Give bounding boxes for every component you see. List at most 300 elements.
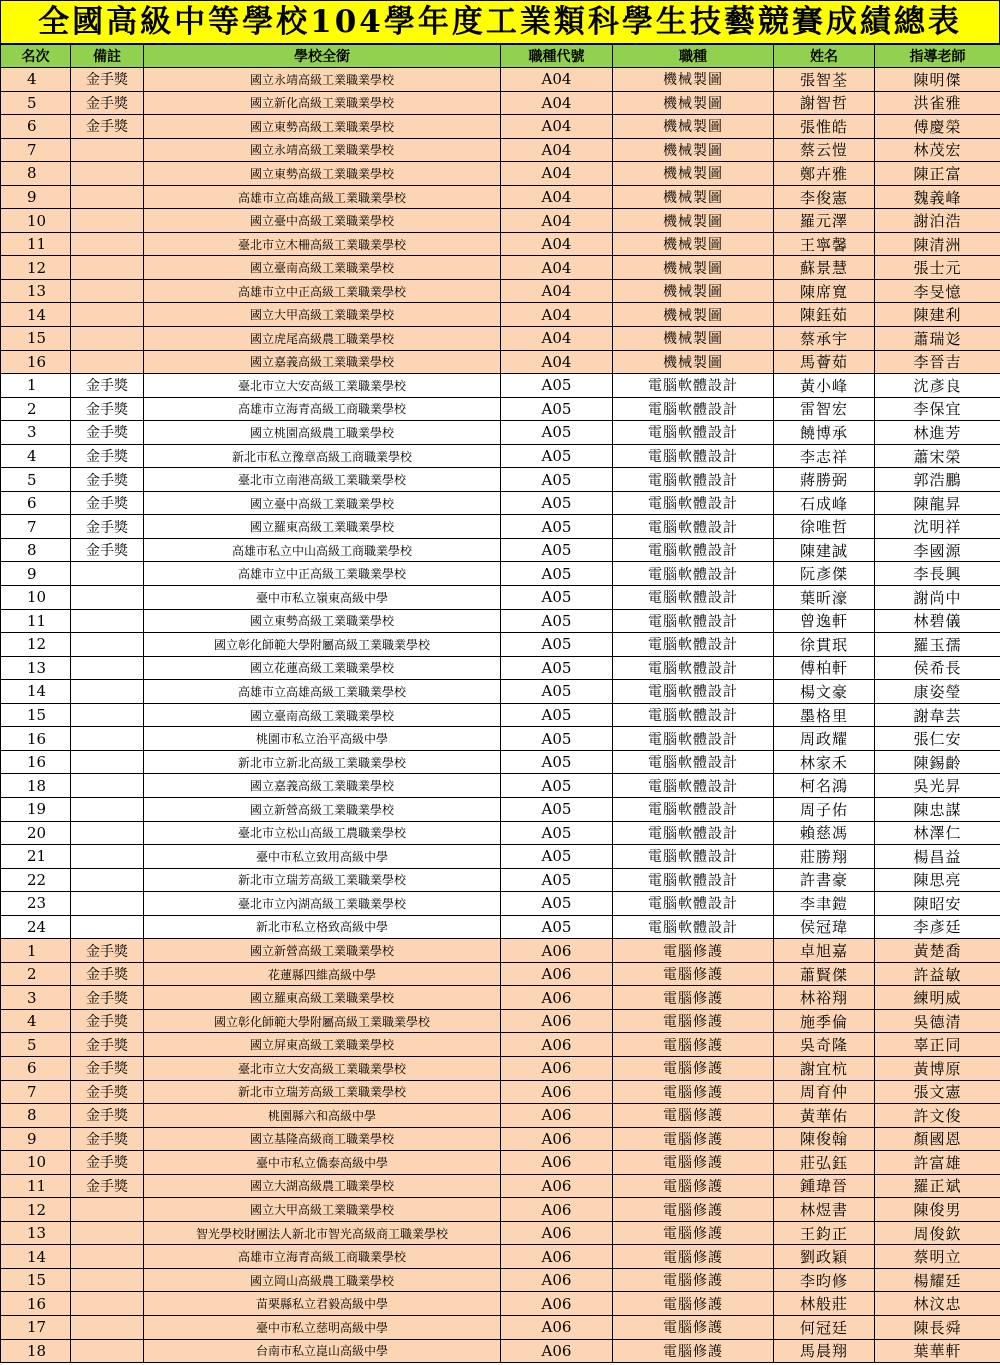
student-name-cell: 許書豪 xyxy=(774,868,875,892)
teacher-cell: 陳昭安 xyxy=(875,892,1000,916)
table-row xyxy=(1,68,1000,92)
note-cell xyxy=(71,232,144,256)
student-name-cell: 徐貫珉 xyxy=(774,633,875,657)
rank-cell: 12 xyxy=(1,256,71,280)
header-school: 學校全銜 xyxy=(144,45,501,68)
trade-cell: 機械製圖 xyxy=(613,327,774,351)
school-cell: 國立臺南高級工業職業學校 xyxy=(144,703,501,727)
school-cell: 國立大湖高級農工職業學校 xyxy=(144,1174,501,1198)
rank-cell: 24 xyxy=(1,915,71,939)
student-name-cell: 林家禾 xyxy=(774,750,875,774)
trade-cell: 電腦軟體設計 xyxy=(613,633,774,657)
student-name-cell: 賴慈馮 xyxy=(774,821,875,845)
student-name-cell: 陳席寬 xyxy=(774,279,875,303)
table-row xyxy=(1,939,1000,963)
school-cell: 國立彰化師範大學附屬高級工業職業學校 xyxy=(144,1009,501,1033)
school-cell: 臺中市私立致用高級中學 xyxy=(144,845,501,869)
note-cell: 金手獎 xyxy=(71,1127,144,1151)
note-cell: 金手獎 xyxy=(71,397,144,421)
teacher-cell: 羅玉孺 xyxy=(875,633,1000,657)
sheet-title: 全國高級中等學校104學年度工業類科學生技藝競賽成績總表 xyxy=(0,0,1000,44)
student-name-cell: 王寧馨 xyxy=(774,232,875,256)
rank-cell: 14 xyxy=(1,1245,71,1269)
note-cell: 金手獎 xyxy=(71,468,144,492)
school-cell: 高雄市立中正高級工業職業學校 xyxy=(144,279,501,303)
trade-cell: 機械製圖 xyxy=(613,232,774,256)
trade-code-cell: A05 xyxy=(501,727,613,751)
trade-code-cell: A06 xyxy=(501,1080,613,1104)
teacher-cell: 張士元 xyxy=(875,256,1000,280)
student-name-cell: 謝宜杭 xyxy=(774,1056,875,1080)
trade-code-cell: A06 xyxy=(501,1033,613,1057)
student-name-cell: 羅元澤 xyxy=(774,209,875,233)
trade-code-cell: A04 xyxy=(501,303,613,327)
school-cell: 高雄市立海青高級工商職業學校 xyxy=(144,1245,501,1269)
teacher-cell: 葉華軒 xyxy=(875,1339,1000,1363)
teacher-cell: 許富雄 xyxy=(875,1151,1000,1175)
school-cell: 花蓮縣四維高級中學 xyxy=(144,962,501,986)
note-cell xyxy=(71,303,144,327)
trade-cell: 電腦軟體設計 xyxy=(613,397,774,421)
school-cell: 臺中市私立嶺東高級中學 xyxy=(144,586,501,610)
trade-code-cell: A04 xyxy=(501,232,613,256)
rank-cell: 6 xyxy=(1,1056,71,1080)
table-row xyxy=(1,1268,1000,1292)
rank-cell: 13 xyxy=(1,1221,71,1245)
teacher-cell: 陳思亮 xyxy=(875,868,1000,892)
header-code: 職種代號 xyxy=(501,45,613,68)
school-cell: 高雄市私立中山高級工商職業學校 xyxy=(144,538,501,562)
note-cell: 金手獎 xyxy=(71,1104,144,1128)
student-name-cell: 蕭賢傑 xyxy=(774,962,875,986)
trade-code-cell: A05 xyxy=(501,703,613,727)
trade-code-cell: A06 xyxy=(501,1292,613,1316)
student-name-cell: 饒博承 xyxy=(774,421,875,445)
note-cell xyxy=(71,774,144,798)
student-name-cell: 林般莊 xyxy=(774,1292,875,1316)
school-cell: 國立大甲高級工業職業學校 xyxy=(144,1198,501,1222)
rank-cell: 8 xyxy=(1,538,71,562)
note-cell xyxy=(71,680,144,704)
note-cell xyxy=(71,586,144,610)
table-row xyxy=(1,1009,1000,1033)
note-cell xyxy=(71,609,144,633)
teacher-cell: 陳正富 xyxy=(875,162,1000,186)
table-row xyxy=(1,303,1000,327)
rank-cell: 5 xyxy=(1,468,71,492)
table-row xyxy=(1,374,1000,398)
trade-code-cell: A05 xyxy=(501,538,613,562)
header-trade: 職種 xyxy=(613,45,774,68)
note-cell xyxy=(71,821,144,845)
trade-code-cell: A06 xyxy=(501,1339,613,1363)
school-cell: 臺北市立大安高級工業職業學校 xyxy=(144,374,501,398)
student-name-cell: 何冠廷 xyxy=(774,1315,875,1339)
trade-cell: 電腦軟體設計 xyxy=(613,727,774,751)
teacher-cell: 沈明祥 xyxy=(875,515,1000,539)
school-cell: 高雄市立高雄高級工業職業學校 xyxy=(144,185,501,209)
teacher-cell: 林茂宏 xyxy=(875,138,1000,162)
student-name-cell: 傅柏軒 xyxy=(774,656,875,680)
rank-cell: 2 xyxy=(1,962,71,986)
student-name-cell: 李聿鎧 xyxy=(774,892,875,916)
table-row xyxy=(1,821,1000,845)
table-row xyxy=(1,491,1000,515)
school-cell: 國立新營高級工業職業學校 xyxy=(144,939,501,963)
rank-cell: 11 xyxy=(1,1174,71,1198)
school-cell: 國立大甲高級工業職業學校 xyxy=(144,303,501,327)
rank-cell: 15 xyxy=(1,703,71,727)
trade-cell: 機械製圖 xyxy=(613,162,774,186)
trade-cell: 電腦軟體設計 xyxy=(613,656,774,680)
teacher-cell: 張文憲 xyxy=(875,1080,1000,1104)
table-row xyxy=(1,279,1000,303)
rank-cell: 23 xyxy=(1,892,71,916)
school-cell: 新北市私立格致高級中學 xyxy=(144,915,501,939)
school-cell: 國立屏東高級工業職業學校 xyxy=(144,1033,501,1057)
header-row xyxy=(1,45,1000,68)
table-row xyxy=(1,774,1000,798)
trade-cell: 電腦軟體設計 xyxy=(613,562,774,586)
trade-code-cell: A04 xyxy=(501,209,613,233)
teacher-cell: 蕭宋榮 xyxy=(875,444,1000,468)
note-cell: 金手獎 xyxy=(71,1033,144,1057)
trade-cell: 機械製圖 xyxy=(613,115,774,139)
student-name-cell: 石成峰 xyxy=(774,491,875,515)
school-cell: 苗栗縣私立君毅高級中學 xyxy=(144,1292,501,1316)
rank-cell: 9 xyxy=(1,562,71,586)
table-row xyxy=(1,209,1000,233)
trade-code-cell: A05 xyxy=(501,421,613,445)
rank-cell: 12 xyxy=(1,633,71,657)
teacher-cell: 林汶忠 xyxy=(875,1292,1000,1316)
trade-code-cell: A05 xyxy=(501,633,613,657)
trade-code-cell: A06 xyxy=(501,1245,613,1269)
trade-cell: 電腦修護 xyxy=(613,1080,774,1104)
school-cell: 國立羅東高級工業職業學校 xyxy=(144,986,501,1010)
table-row xyxy=(1,1245,1000,1269)
table-row xyxy=(1,1315,1000,1339)
trade-cell: 電腦軟體設計 xyxy=(613,444,774,468)
school-cell: 國立東勢高級工業職業學校 xyxy=(144,162,501,186)
rank-cell: 1 xyxy=(1,939,71,963)
teacher-cell: 傅慶榮 xyxy=(875,115,1000,139)
rank-cell: 12 xyxy=(1,1198,71,1222)
trade-code-cell: A05 xyxy=(501,397,613,421)
table-row xyxy=(1,1033,1000,1057)
student-name-cell: 李志祥 xyxy=(774,444,875,468)
trade-code-cell: A06 xyxy=(501,986,613,1010)
school-cell: 臺北市立松山高級工農職業學校 xyxy=(144,821,501,845)
header-rank: 名次 xyxy=(1,45,71,68)
trade-cell: 電腦軟體設計 xyxy=(613,915,774,939)
student-name-cell: 陳鈺茹 xyxy=(774,303,875,327)
school-cell: 國立臺南高級工業職業學校 xyxy=(144,256,501,280)
trade-code-cell: A05 xyxy=(501,750,613,774)
trade-cell: 電腦軟體設計 xyxy=(613,468,774,492)
student-name-cell: 蔡承宇 xyxy=(774,327,875,351)
table-row xyxy=(1,1151,1000,1175)
trade-cell: 電腦軟體設計 xyxy=(613,421,774,445)
student-name-cell: 鄭卉雅 xyxy=(774,162,875,186)
teacher-cell: 陳清洲 xyxy=(875,232,1000,256)
rank-cell: 5 xyxy=(1,1033,71,1057)
trade-cell: 電腦軟體設計 xyxy=(613,868,774,892)
trade-code-cell: A04 xyxy=(501,256,613,280)
table-row xyxy=(1,586,1000,610)
trade-cell: 機械製圖 xyxy=(613,209,774,233)
teacher-cell: 陳俊男 xyxy=(875,1198,1000,1222)
rank-cell: 11 xyxy=(1,232,71,256)
trade-cell: 機械製圖 xyxy=(613,68,774,92)
table-row xyxy=(1,986,1000,1010)
table-row xyxy=(1,797,1000,821)
trade-code-cell: A05 xyxy=(501,609,613,633)
rank-cell: 20 xyxy=(1,821,71,845)
trade-cell: 電腦修護 xyxy=(613,962,774,986)
trade-code-cell: A05 xyxy=(501,774,613,798)
trade-cell: 電腦修護 xyxy=(613,1198,774,1222)
school-cell: 臺中市私立僑泰高級中學 xyxy=(144,1151,501,1175)
teacher-cell: 陳忠謀 xyxy=(875,797,1000,821)
note-cell xyxy=(71,750,144,774)
teacher-cell: 謝韋芸 xyxy=(875,703,1000,727)
teacher-cell: 林進芳 xyxy=(875,421,1000,445)
table-row xyxy=(1,703,1000,727)
rank-cell: 10 xyxy=(1,209,71,233)
table-row xyxy=(1,1174,1000,1198)
note-cell: 金手獎 xyxy=(71,986,144,1010)
trade-code-cell: A06 xyxy=(501,1151,613,1175)
school-cell: 台南市私立崑山高級中學 xyxy=(144,1339,501,1363)
trade-code-cell: A06 xyxy=(501,962,613,986)
trade-cell: 電腦修護 xyxy=(613,986,774,1010)
note-cell xyxy=(71,915,144,939)
teacher-cell: 李晉吉 xyxy=(875,350,1000,374)
school-cell: 新北市立瑞芳高級工業職業學校 xyxy=(144,1080,501,1104)
trade-cell: 電腦修護 xyxy=(613,1151,774,1175)
student-name-cell: 莊弘鈺 xyxy=(774,1151,875,1175)
school-cell: 桃園縣六和高級中學 xyxy=(144,1104,501,1128)
trade-code-cell: A04 xyxy=(501,350,613,374)
school-cell: 新北市立瑞芳高級工業職業學校 xyxy=(144,868,501,892)
teacher-cell: 謝泊浩 xyxy=(875,209,1000,233)
teacher-cell: 周俊欽 xyxy=(875,1221,1000,1245)
trade-code-cell: A06 xyxy=(501,1056,613,1080)
trade-code-cell: A05 xyxy=(501,468,613,492)
school-cell: 高雄市立中正高級工業職業學校 xyxy=(144,562,501,586)
teacher-cell: 侯希長 xyxy=(875,656,1000,680)
table-row xyxy=(1,656,1000,680)
rank-cell: 1 xyxy=(1,374,71,398)
table-row xyxy=(1,91,1000,115)
table-row xyxy=(1,845,1000,869)
trade-cell: 電腦修護 xyxy=(613,1221,774,1245)
note-cell: 金手獎 xyxy=(71,538,144,562)
rank-cell: 7 xyxy=(1,138,71,162)
trade-cell: 電腦軟體設計 xyxy=(613,586,774,610)
school-cell: 國立臺中高級工業職業學校 xyxy=(144,491,501,515)
school-cell: 國立永靖高級工業職業學校 xyxy=(144,138,501,162)
trade-cell: 電腦修護 xyxy=(613,1104,774,1128)
teacher-cell: 林碧儀 xyxy=(875,609,1000,633)
results-table xyxy=(0,44,1000,1363)
rank-cell: 16 xyxy=(1,350,71,374)
teacher-cell: 黃博原 xyxy=(875,1056,1000,1080)
teacher-cell: 康姿瑩 xyxy=(875,680,1000,704)
table-row xyxy=(1,1292,1000,1316)
rank-cell: 18 xyxy=(1,1339,71,1363)
rank-cell: 9 xyxy=(1,185,71,209)
table-body xyxy=(1,68,1000,1363)
table-row xyxy=(1,256,1000,280)
trade-cell: 電腦修護 xyxy=(613,1056,774,1080)
rank-cell: 17 xyxy=(1,1315,71,1339)
teacher-cell: 李旻憶 xyxy=(875,279,1000,303)
table-row xyxy=(1,421,1000,445)
note-cell: 金手獎 xyxy=(71,421,144,445)
student-name-cell: 周育仲 xyxy=(774,1080,875,1104)
header-teacher: 指導老師 xyxy=(875,45,1000,68)
trade-code-cell: A06 xyxy=(501,939,613,963)
student-name-cell: 吳奇隆 xyxy=(774,1033,875,1057)
trade-cell: 電腦修護 xyxy=(613,1245,774,1269)
student-name-cell: 葉昕濠 xyxy=(774,586,875,610)
school-cell: 國立桃園高級農工職業學校 xyxy=(144,421,501,445)
note-cell xyxy=(71,209,144,233)
note-cell: 金手獎 xyxy=(71,939,144,963)
rank-cell: 3 xyxy=(1,986,71,1010)
school-cell: 國立新營高級工業職業學校 xyxy=(144,797,501,821)
teacher-cell: 蔡明立 xyxy=(875,1245,1000,1269)
trade-code-cell: A04 xyxy=(501,68,613,92)
teacher-cell: 顏國恩 xyxy=(875,1127,1000,1151)
note-cell xyxy=(71,256,144,280)
table-row xyxy=(1,1104,1000,1128)
school-cell: 國立嘉義高級工業職業學校 xyxy=(144,350,501,374)
trade-code-cell: A05 xyxy=(501,868,613,892)
note-cell xyxy=(71,562,144,586)
table-row xyxy=(1,868,1000,892)
teacher-cell: 辜正同 xyxy=(875,1033,1000,1057)
table-row xyxy=(1,538,1000,562)
trade-cell: 機械製圖 xyxy=(613,256,774,280)
note-cell: 金手獎 xyxy=(71,515,144,539)
student-name-cell: 黃小峰 xyxy=(774,374,875,398)
table-row xyxy=(1,727,1000,751)
trade-cell: 電腦修護 xyxy=(613,1009,774,1033)
note-cell xyxy=(71,797,144,821)
note-cell xyxy=(71,1292,144,1316)
note-cell xyxy=(71,703,144,727)
table-row xyxy=(1,397,1000,421)
trade-cell: 電腦軟體設計 xyxy=(613,538,774,562)
table-row xyxy=(1,1198,1000,1222)
trade-cell: 電腦修護 xyxy=(613,1339,774,1363)
student-name-cell: 林裕翔 xyxy=(774,986,875,1010)
teacher-cell: 蕭瑞彣 xyxy=(875,327,1000,351)
teacher-cell: 郭浩鵬 xyxy=(875,468,1000,492)
trade-cell: 機械製圖 xyxy=(613,350,774,374)
table-row xyxy=(1,444,1000,468)
note-cell: 金手獎 xyxy=(71,1080,144,1104)
trade-cell: 機械製圖 xyxy=(613,138,774,162)
rank-cell: 15 xyxy=(1,1268,71,1292)
student-name-cell: 李昀修 xyxy=(774,1268,875,1292)
school-cell: 臺中市私立慈明高級中學 xyxy=(144,1315,501,1339)
rank-cell: 21 xyxy=(1,845,71,869)
note-cell xyxy=(71,1221,144,1245)
table-row xyxy=(1,1221,1000,1245)
teacher-cell: 練明威 xyxy=(875,986,1000,1010)
school-cell: 智光學校財團法人新北市智光高級商工職業學校 xyxy=(144,1221,501,1245)
student-name-cell: 徐唯哲 xyxy=(774,515,875,539)
trade-code-cell: A05 xyxy=(501,562,613,586)
student-name-cell: 莊勝翔 xyxy=(774,845,875,869)
trade-code-cell: A05 xyxy=(501,845,613,869)
trade-cell: 機械製圖 xyxy=(613,303,774,327)
note-cell: 金手獎 xyxy=(71,68,144,92)
teacher-cell: 李彥廷 xyxy=(875,915,1000,939)
trade-cell: 電腦修護 xyxy=(613,1033,774,1057)
school-cell: 國立臺中高級工業職業學校 xyxy=(144,209,501,233)
student-name-cell: 陳建誠 xyxy=(774,538,875,562)
trade-code-cell: A04 xyxy=(501,162,613,186)
rank-cell: 9 xyxy=(1,1127,71,1151)
trade-code-cell: A04 xyxy=(501,91,613,115)
school-cell: 國立永靖高級工業職業學校 xyxy=(144,68,501,92)
rank-cell: 2 xyxy=(1,397,71,421)
teacher-cell: 洪雀雅 xyxy=(875,91,1000,115)
table-row xyxy=(1,915,1000,939)
student-name-cell: 墨格里 xyxy=(774,703,875,727)
student-name-cell: 施季倫 xyxy=(774,1009,875,1033)
teacher-cell: 陳龍昇 xyxy=(875,491,1000,515)
note-cell: 金手獎 xyxy=(71,491,144,515)
note-cell xyxy=(71,845,144,869)
table-row xyxy=(1,468,1000,492)
trade-cell: 機械製圖 xyxy=(613,91,774,115)
trade-cell: 電腦軟體設計 xyxy=(613,845,774,869)
table-row xyxy=(1,633,1000,657)
note-cell: 金手獎 xyxy=(71,374,144,398)
school-cell: 國立東勢高級工業職業學校 xyxy=(144,115,501,139)
note-cell xyxy=(71,1268,144,1292)
note-cell: 金手獎 xyxy=(71,1174,144,1198)
trade-code-cell: A05 xyxy=(501,797,613,821)
table-row xyxy=(1,609,1000,633)
table-row xyxy=(1,162,1000,186)
trade-code-cell: A06 xyxy=(501,1104,613,1128)
trade-code-cell: A05 xyxy=(501,915,613,939)
teacher-cell: 陳建利 xyxy=(875,303,1000,327)
trade-cell: 電腦軟體設計 xyxy=(613,609,774,633)
trade-code-cell: A04 xyxy=(501,327,613,351)
teacher-cell: 陳明傑 xyxy=(875,68,1000,92)
note-cell: 金手獎 xyxy=(71,444,144,468)
trade-cell: 電腦軟體設計 xyxy=(613,892,774,916)
rank-cell: 19 xyxy=(1,797,71,821)
table-row xyxy=(1,1080,1000,1104)
student-name-cell: 周子佑 xyxy=(774,797,875,821)
school-cell: 新北市私立豫章高級工商職業學校 xyxy=(144,444,501,468)
rank-cell: 16 xyxy=(1,727,71,751)
rank-cell: 7 xyxy=(1,1080,71,1104)
teacher-cell: 張仁安 xyxy=(875,727,1000,751)
school-cell: 國立岡山高級農工職業學校 xyxy=(144,1268,501,1292)
table-row xyxy=(1,680,1000,704)
table-row xyxy=(1,515,1000,539)
